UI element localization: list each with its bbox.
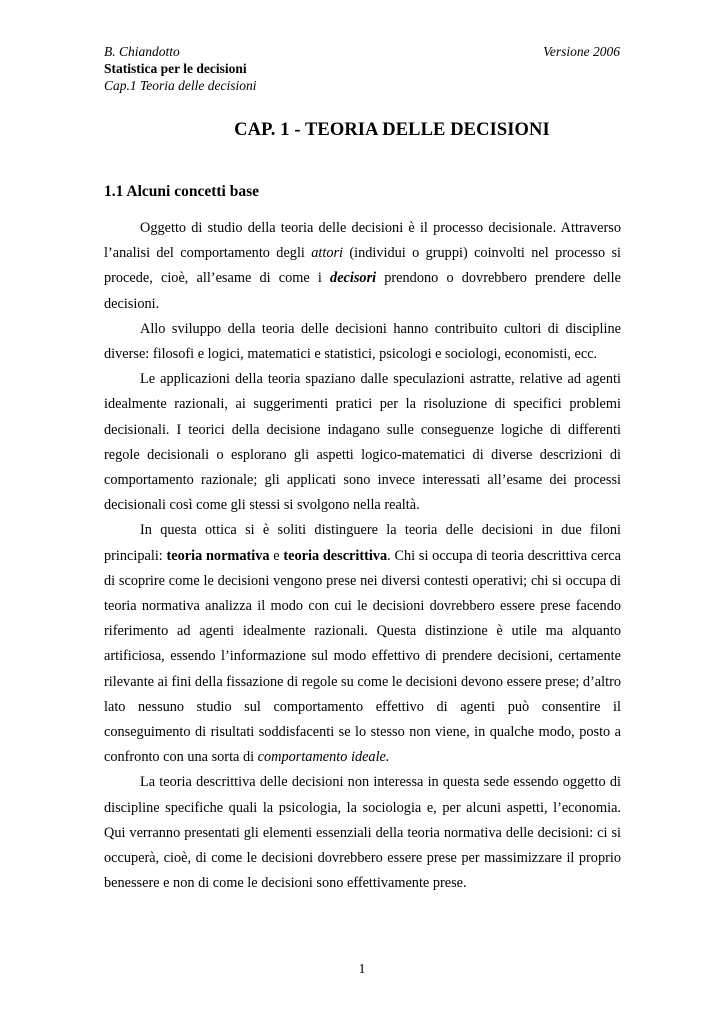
term-teoria-descrittiva: teoria descrittiva: [283, 547, 388, 564]
paragraph-2: Allo sviluppo della teoria delle decisioni hanno contribuito cultori di discipline diverse: filosofi e logici, matematici e statistici, psicologi e sociologi, economisti, ecc.: [104, 320, 621, 363]
paragraph-3: Le applicazioni della teoria spaziano dalle speculazioni astratte, relative ad agenti idealmente razionali, ai suggerimenti pratici per la risoluzione di specifici problemi decisionali. I teorici della decisione indagano sulle conseguenze logiche di differenti regole decisionali o esplorano gli aspetti logico-matematici di diverse descrizioni di comportamento razionale; gli applicati sono invece interessati all’esame dei processi decisionali così come gli stessi si svolgono nella realtà.: [104, 371, 621, 514]
term-decisori: decisori: [330, 270, 377, 287]
paragraph-4-text-a: In questa ottica si è soliti distinguere la teoria delle decisioni in due filoni principali:: [104, 522, 621, 564]
page-number: 1: [358, 962, 366, 977]
header-chapter: Cap.1 Teoria delle decisioni: [104, 78, 257, 93]
header-author: B. Chiandotto: [104, 44, 180, 59]
paragraph-1-text-a: Oggetto di studio della teoria delle decisioni è il processo decisionale. Attraverso l’analisi del comportamento degli: [104, 220, 621, 262]
body-text: [104, 216, 621, 896]
term-comportamento-ideale: comportamento ideale.: [257, 749, 390, 766]
term-attori: attori: [311, 245, 344, 262]
header-version: Versione 2006: [543, 44, 620, 59]
paragraph-1-text-e: prendono o dovrebbero prendere delle decisioni.: [104, 270, 621, 312]
paragraph-1: [104, 216, 621, 317]
paragraph-5: La teoria descrittiva delle decisioni non interessa in questa sede essendo oggetto di discipline specifiche quali la psicologia, la sociologia e, per alcuni aspetti, l’economia. Qui verranno presentati gli elementi essenziali della teoria normativa delle decisioni: ci si occuperà, cioè, di come le decisioni dovrebbero essere prese per massimizzare il proprio benessere e non di come le decisioni sono effettivamente prese.: [104, 774, 621, 892]
paragraph-4-text-e: . Chi si occupa di teoria descrittiva cerca di scoprire come le decisioni vengono prese nei diversi contesti operativi; chi si occupa di teoria normativa analizza il modo con cui le decisioni dovrebbero essere prese facendo riferimento ad agenti idealmente razionali. Questa distinzione è utile ma alquanto artificiosa, essendo l’informazione sul modo effettivo di prendere decisioni, certamente rilevante ai fini della fissazione di regole su come le decisioni devono essere prese; d’altro lato nessuno studio sul comportamento effettivo di agenti può consentire il conseguimento di risultati soddisfacenti se lo stesso non viene, in qualche modo, posto a confronto con una sorta di: [104, 547, 621, 766]
paragraph-4: [104, 518, 621, 770]
page-header: [104, 43, 620, 94]
section-heading: 1.1 Alcuni concetti base: [104, 183, 259, 200]
header-course: Statistica per le decisioni: [104, 61, 247, 76]
paragraph-1-text-c: (individui o gruppi) coinvolti nel processo si procede, cioè, all’esame di come i: [104, 245, 621, 287]
term-teoria-normativa: teoria normativa: [166, 547, 270, 564]
paragraph-4-text-c: e: [269, 547, 284, 564]
chapter-title: CAP. 1 - TEORIA DELLE DECISIONI: [234, 120, 550, 140]
